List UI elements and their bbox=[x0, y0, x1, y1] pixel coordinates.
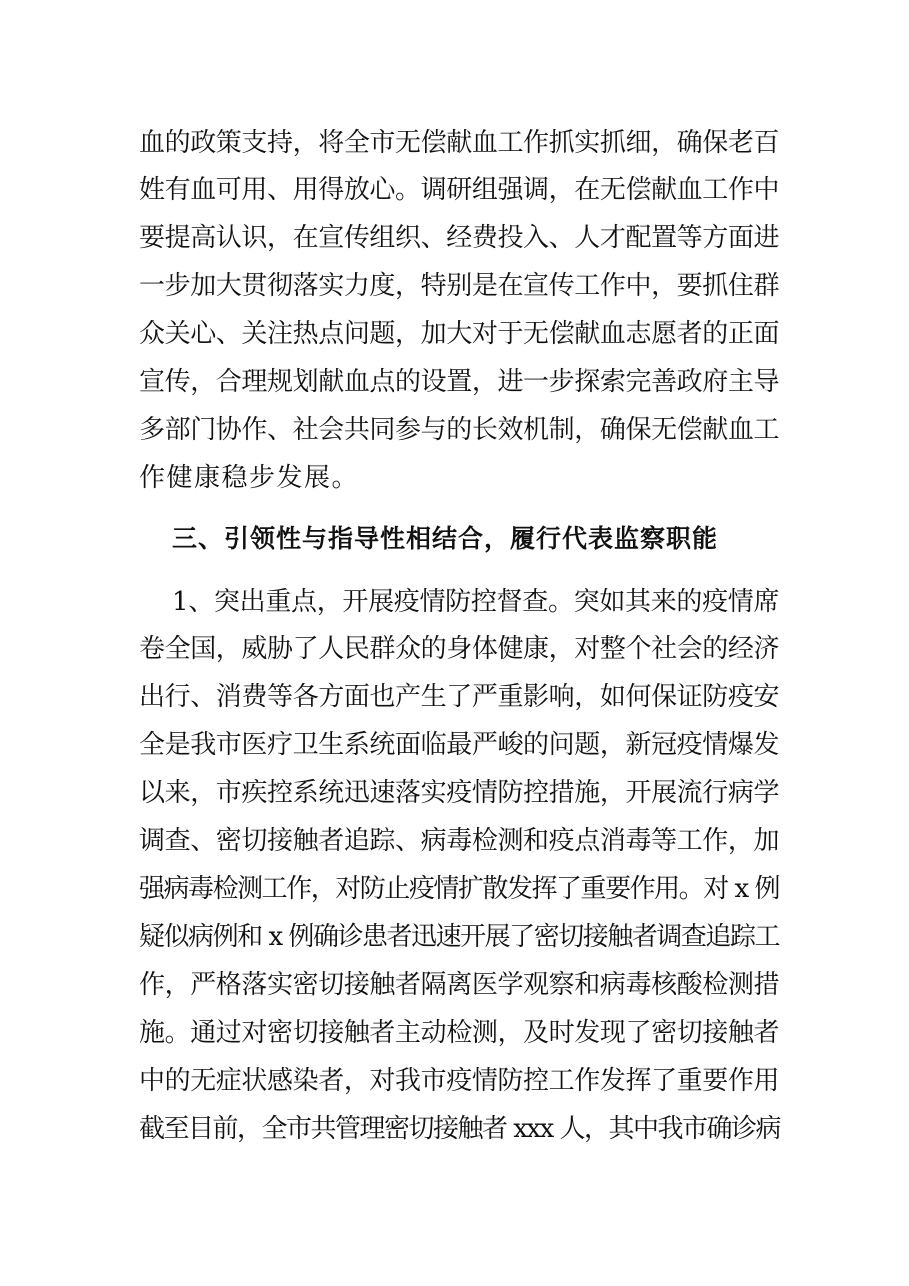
text-line: 姓有血可用、用得放心。调研组强调，在无偿献血工作中 bbox=[139, 175, 779, 205]
section-heading: 三、引领性与指导性相结合，履行代表监察职能 bbox=[172, 524, 719, 553]
text-line: 一步加大贯彻落实力度，特别是在宣传工作中，要抓住群 bbox=[139, 271, 779, 301]
text-line: 疑似病例和 x 例确诊患者迅速开展了密切接触者调查追踪工 bbox=[139, 922, 779, 952]
text-line: 调查、密切接触者追踪、病毒检测和疫点消毒等工作，加 bbox=[139, 826, 779, 856]
text-line: 1、突出重点，开展疫情防控督查。突如其来的疫情席 bbox=[172, 587, 779, 617]
text-line: 宣传，合理规划献血点的设置，进一步探索完善政府主导 bbox=[139, 367, 779, 397]
text-line: 以来，市疾控系统迅速落实疫情防控措施，开展流行病学 bbox=[139, 778, 779, 808]
text-line: 多部门协作、社会共同参与的长效机制，确保无偿献血工 bbox=[139, 415, 779, 445]
text-line: 出行、消费等各方面也产生了严重影响，如何保证防疫安 bbox=[139, 682, 779, 712]
text-line: 全是我市医疗卫生系统面临最严峻的问题，新冠疫情爆发 bbox=[139, 730, 779, 760]
text-line: 中的无症状感染者，对我市疫情防控工作发挥了重要作用 bbox=[139, 1066, 779, 1096]
text-line: 作健康稳步发展。 bbox=[139, 463, 360, 493]
text-line: 众关心、关注热点问题，加大对于无偿献血志愿者的正面 bbox=[139, 319, 779, 349]
text-line: 强病毒检测工作，对防止疫情扩散发挥了重要作用。对 x 例 bbox=[139, 874, 779, 904]
text-line: 截至目前，全市共管理密切接触者 xxx 人，其中我市确诊病 bbox=[139, 1114, 781, 1144]
text-line: 卷全国，威胁了人民群众的身体健康，对整个社会的经济 bbox=[139, 634, 779, 664]
text-line: 要提高认识，在宣传组织、经费投入、人才配置等方面进 bbox=[139, 223, 779, 253]
text-line: 作，严格落实密切接触者隔离医学观察和病毒核酸检测措 bbox=[139, 970, 779, 1000]
text-line: 施。通过对密切接触者主动检测，及时发现了密切接触者 bbox=[139, 1018, 779, 1048]
text-line: 血的政策支持，将全市无偿献血工作抓实抓细，确保老百 bbox=[139, 128, 779, 158]
